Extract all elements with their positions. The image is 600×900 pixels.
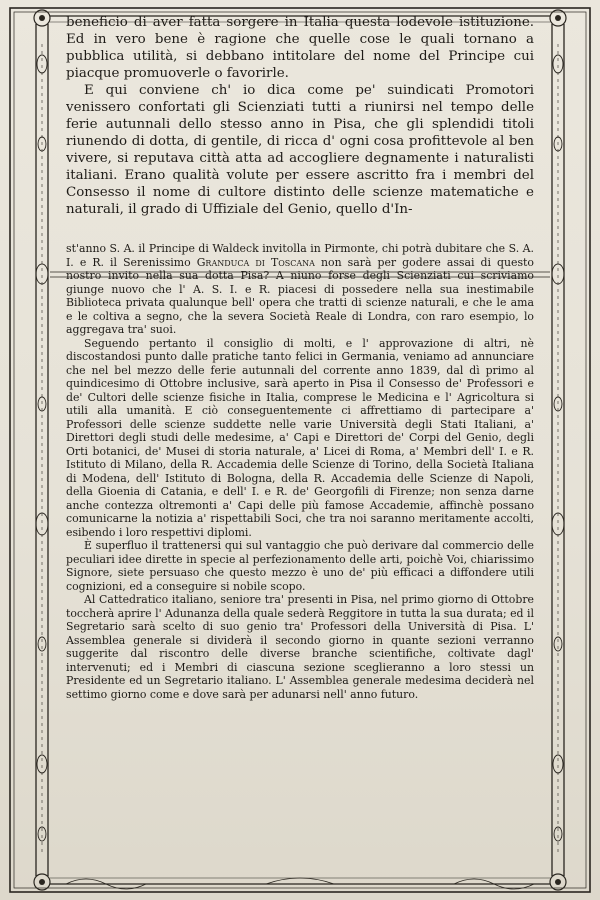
upper-paragraph-1: beneficio di aver fatta sorgere in Italia questa lodevole istituzione. Ed in vero bene è ragione che quelle cose le quali tornano a pubblica utilità, si debbano intitolare del nome del Principe cui piacque promuoverle o favorirle. (66, 15, 534, 81)
granduca-title: Granduca di Toscana (196, 255, 315, 269)
lower-paragraph-1 (66, 242, 534, 337)
upper-paragraph-2: E qui conviene ch' io dica come pe' suindicati Promotori venissero confortati gli Scienziati tutti a riunirsi nel tempo delle ferie autunnali dello stesso anno in Pisa, che gli splendidi titoli riunendo di dotta, di gentile, di ricca d' ogni cosa profittevole al ben vivere, si reputava città atta ad accogliere degnamente i naturalisti italiani. Erano qualità volute per essere ascritto fra i membri del Consesso il nome di cultore distinto delle scienze matematiche e naturali, il grado di Uffiziale del Genio, quello d'In- (66, 83, 534, 217)
lower-paragraph-1a: st'anno S. A. il Principe di Waldeck invitolla in Pirmonte, chi potrà dubitare che S. A. I. e R. il Serenissimo (66, 242, 534, 269)
lower-paragraph-3: È superfluo il trattenersi qui sul vantaggio che può derivare dal commercio delle peculiari idee dirette in specie al perfezionamento delle arti, poichè Voi, chiarissimo Signore, siete persuaso che questo mezzo è uno de' più efficaci a diffondere utili cognizioni, ed a conseguire si nobile scopo. (66, 539, 534, 593)
lower-paragraph-1b: non sarà per godere assai di questo nostro invito nella sua dotta Pisa? A niuno forse degli Scienziati cui scriviamo giunge nuovo che l' A. S. I. e R. piacesi di possedere nella sua inestimabile Biblioteca privata qualunque bell' opera che tratti di scienze naturali, e che le ama e le coltiva a segno, che la severa Società Reale di Londra, con raro esempio, lo aggregava tra' suoi. (66, 255, 534, 336)
lower-paragraph-2: Seguendo pertanto il consiglio di molti, e l' approvazione di altri, nè discostandosi punto dalle pratiche tanto felici in Germania, veniamo ad annunciare che nel bel mezzo delle ferie autunnali del corrente anno 1839, dal dì primo al quindicesimo di Ottobre inclusive, sarà aperto in Pisa il Consesso de' Professori e de' Cultori delle scienze fisiche in Italia, comprese le Medicina e l' Agricoltura si utili alla umanità. E ciò conseguentemente ci affrettiamo di partecipare a' Professori delle scienze suddette nelle varie Università degli Stati Italiani, a' Direttori degli studi delle medesime, a' Capi e Direttori de' Corpi del Genio, degli Orti botanici, de' Musei di storia naturale, a' Licei di Roma, a' Membri dell' I. e R. Istituto di Milano, della R. Accademia delle Scienze di Torino, della Società Italiana di Modena, dell' Istituto di Bologna, della R. Accademia delle Scienze di Napoli, della Gioenia di Catania, e dell' I. e R. de' Georgofili di Firenze; non senza darne anche contezza oltremonti a' Capi delle più famose Accademie, affinchè possano comunicarne la notizia a' rispettabili Soci, che tra noi saranno meritamente accolti, esibendo i loro respettivi diplomi. (66, 336, 534, 539)
lower-paragraph-4: Al Cattedratico italiano, seniore tra' presenti in Pisa, nel primo giorno di Ottobre toccherà aprire l' Adunanza della quale sederà Reggitore in tutta la sua durata; ed il Segretario sarà scelto di suo genio tra' Professori della Università di Pisa. L' Assemblea generale si dividerà il secondo giorno in quante sezioni verranno suggerite dal riscontro delle diverse branche scientifiche, coltivate dagl' intervenuti; ed i Membri di ciascuna sezione sceglieranno a loro stessi un Presidente ed un Segretario italiano. L' Assemblea generale medesima deciderà nel settimo giorno come e dove sarà per adunarsi nell' anno futuro. (66, 593, 534, 701)
section-gap (66, 218, 534, 242)
text-block (66, 14, 534, 876)
